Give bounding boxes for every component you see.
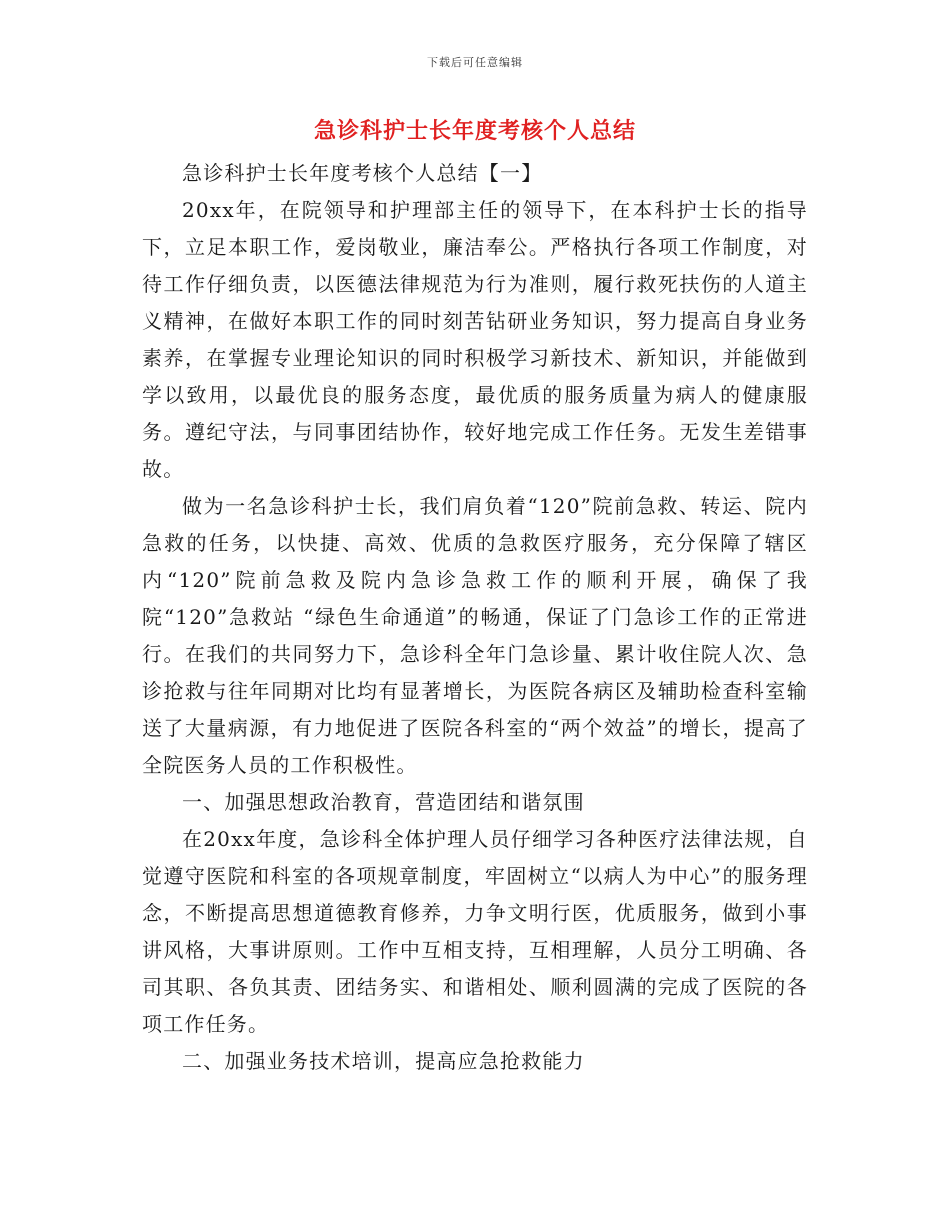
document-subtitle: 急诊科护士长年度考核个人总结【一】 <box>182 161 543 185</box>
page-header-note: 下载后可任意编辑 <box>427 56 523 69</box>
document-body <box>142 155 808 1080</box>
paragraph-1: 20xx年，在院领导和护理部主任的领导下，在本科护士长的指导下，立足本职工作，爱岗敬业，廉洁奉公。严格执行各项工作制度，对待工作仔细负责，以医德法律规范为行为准则，履行救死扶伤的人道主义精神，在做好本职工作的同时刻苦钻研业务知识，努力提高自身业务素养，在掌握专业理论知识的同时积极学习新技术、新知识，并能做到学以致用，以最优良的服务态度，最优质的服务质量为病人的健康服务。遵纪守法，与同事团结协作，较好地完成工作任务。无发生差错事故。 <box>142 198 808 481</box>
section-2-heading: 二、加强业务技术培训，提高应急抢救能力 <box>182 1049 585 1073</box>
section-1-heading: 一、加强思想政治教育，营造团结和谐氛围 <box>182 790 585 814</box>
document-title: 急诊科护士长年度考核个人总结 <box>313 119 636 144</box>
paragraph-2: 做为一名急诊科护士长，我们肩负着“120”院前急救、转运、院内急救的任务，以快捷、高效、优质的急救医疗服务，充分保障了辖区内“120”院前急救及院内急诊急救工作的顺利开展，确保了我院“120”急救站 “绿色生命通道”的畅通，保证了门急诊工作的正常进行。在我们的共同努力下，急诊科全年门急诊量、累计收住院人次、急诊抢救与往年同期对比均有显著增长，为医院各病区及辅助检查科室输送了大量病源，有力地促进了医院各科室的“两个效益”的增长，提高了全院医务人员的工作积极性。 <box>142 494 808 777</box>
section-1-paragraph: 在20xx年度，急诊科全体护理人员仔细学习各种医疗法律法规，自觉遵守医院和科室的各项规章制度，牢固树立“以病人为中心”的服务理念，不断提高思想道德教育修养，力争文明行医，优质服务，做到小事讲风格，大事讲原则。工作中互相支持，互相理解，人员分工明确、各司其职、各负其责、团结务实、和谐相处、顺利圆满的完成了医院的各项工作任务。 <box>142 827 808 1036</box>
